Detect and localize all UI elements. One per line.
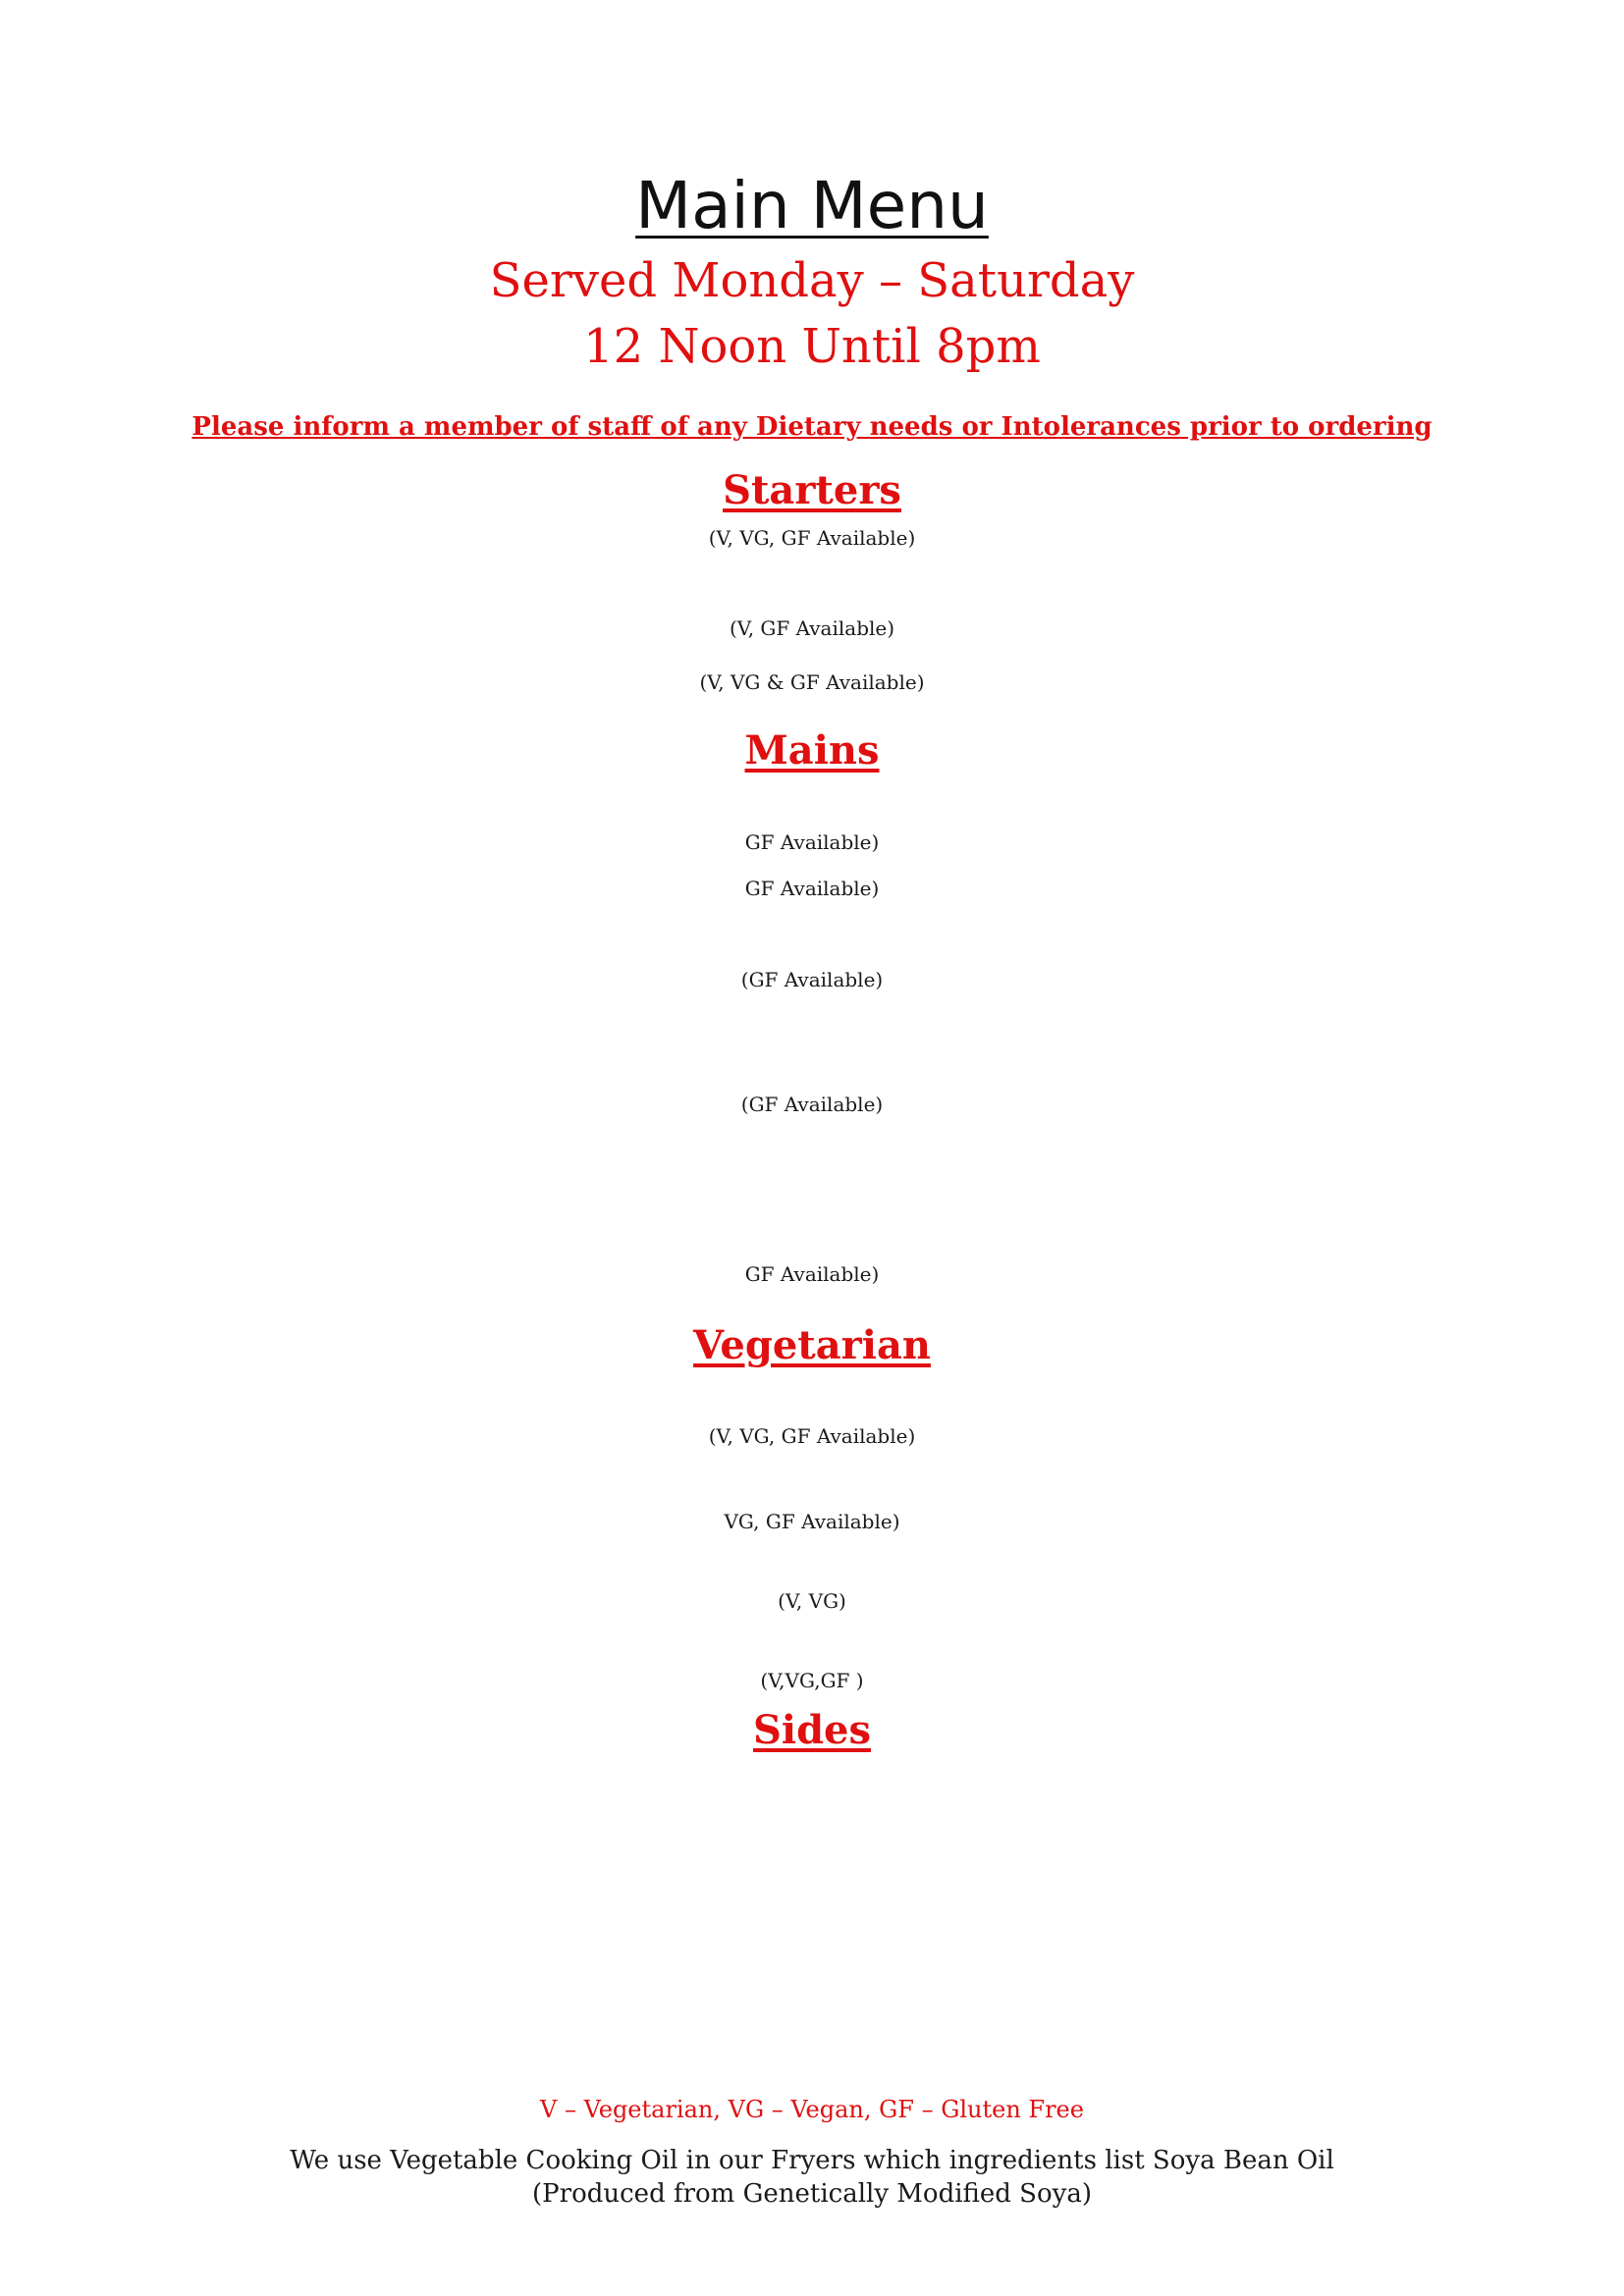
starters-heading: Starters <box>723 467 901 513</box>
sides-line-2 <box>0 1799 1624 1839</box>
served-hours: 12 Noon Until 8pm <box>583 319 1041 374</box>
starter-camembert-cont <box>0 609 1624 655</box>
oil-notice: We use Vegetable Cooking Oil in our Fryers which ingredients list Soya Bean Oil <box>290 2146 1334 2175</box>
veg-curry-cont <box>0 1661 1624 1707</box>
main-burger <box>0 1176 1624 1215</box>
main-pie <box>0 777 1624 817</box>
sides-line-1 <box>0 1759 1624 1798</box>
dietary-notice: Please inform a member of staff of any Dietary needs or Intolerances prior to ordering <box>191 412 1433 442</box>
item-tags: VG, GF Available) <box>724 1510 900 1533</box>
veg-beyond-burger <box>0 1377 1624 1416</box>
item-tags: (V,VG,GF ) <box>760 1669 864 1692</box>
main-cock-bull-addon <box>0 1124 1624 1163</box>
item-tags: GF Available) <box>744 1262 880 1286</box>
item-tags: (V, GF Available) <box>729 616 895 640</box>
main-rogan-addon <box>0 999 1624 1039</box>
oil-notice-cont: (Produced from Genetically Modified Soya) <box>532 2179 1092 2209</box>
item-tags: (V, VG) <box>778 1589 846 1613</box>
main-burger-cont <box>0 1255 1624 1301</box>
main-fish <box>0 823 1624 869</box>
veg-curry <box>0 1622 1624 1661</box>
veg-wellington <box>0 1542 1624 1581</box>
sides-heading: Sides <box>752 1707 872 1753</box>
starter-soup <box>0 518 1624 564</box>
vegetarian-heading: Vegetarian <box>693 1322 931 1368</box>
veg-vegan-fish-cont <box>0 1502 1624 1548</box>
item-tags: (V, VG, GF Available) <box>708 526 916 550</box>
item-tags: (GF Available) <box>740 968 884 991</box>
item-tags: GF Available) <box>744 830 880 854</box>
item-tags: (V, VG, GF Available) <box>708 1424 916 1448</box>
veg-beyond-burger-cont <box>0 1416 1624 1463</box>
main-burger-desc <box>0 1215 1624 1255</box>
main-cock-bull <box>0 1045 1624 1085</box>
starter-mushrooms <box>0 663 1624 709</box>
item-tags: (V, VG & GF Available) <box>699 670 925 694</box>
veg-vegan-fish <box>0 1463 1624 1502</box>
starter-camembert <box>0 569 1624 609</box>
main-scampi-price <box>0 908 1624 947</box>
mains-heading: Mains <box>744 727 880 774</box>
veg-wellington-cont <box>0 1581 1624 1628</box>
dietary-key: V – Vegetarian, VG – Vegan, GF – Gluten Free <box>540 2096 1084 2123</box>
page-title: Main Menu <box>635 168 989 243</box>
served-days: Served Monday – Saturday <box>489 253 1135 308</box>
item-tags: (GF Available) <box>740 1093 884 1116</box>
item-tags: GF Available) <box>744 877 880 900</box>
sides-line-3 <box>0 1839 1624 1878</box>
